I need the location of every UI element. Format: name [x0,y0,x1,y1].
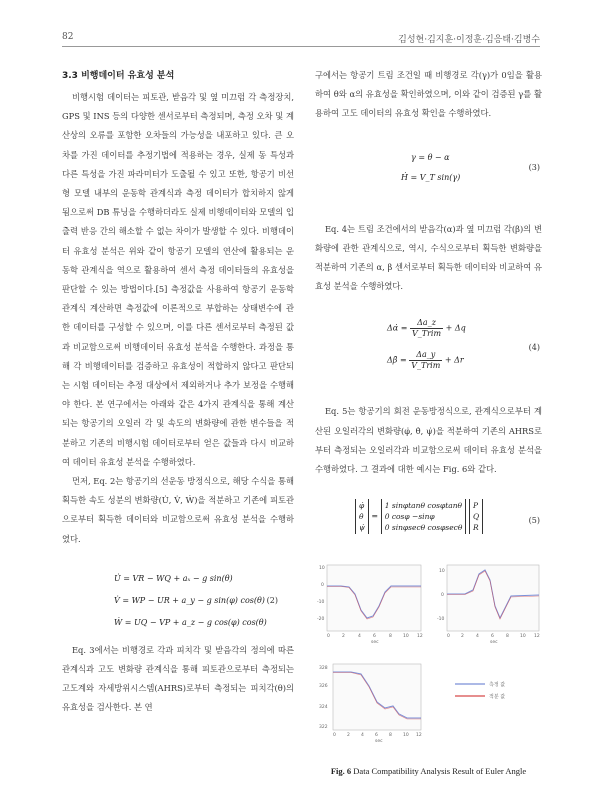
equation-5 [315,497,542,541]
psi-plot [319,664,422,744]
theta-xtick: 0 [447,634,450,639]
psi-xtick: 10 [403,733,409,738]
theta-xtick: 2 [461,634,464,639]
eq2-line1: U̇ = VR − WQ + aₓ − g sin(θ) [114,573,233,583]
eq2-number: (2) [266,595,278,605]
legend-integrated: 적분 값 [489,694,506,700]
figure-legend [455,681,505,700]
theta-xtick: 12 [534,634,540,639]
phi-xtick: 4 [358,634,361,639]
psi-ytick: 328 [319,666,328,671]
caption-text: Data Compatibility Analysis Result of Euler Angle [353,766,527,776]
section-title: 3.3 비행데이터 유효성 분석 [62,71,175,81]
phi-ytick: 10 [319,566,325,571]
left-column [62,66,294,718]
eq4-beta: Δβ̇ = $\frac{\Delta a\_y}{\text{V\_Trim}}$ + Δr [387,350,464,371]
phi-xtick: 0 [327,634,330,639]
eq4-number: (4) [528,343,540,353]
psi-ytick: 326 [319,684,328,689]
psi-xtick: 4 [361,733,364,738]
phi-xtick: 2 [342,634,345,639]
theta-ytick: -10 [437,617,445,622]
eq5-number: (5) [528,516,540,526]
eq3-line1: γ = θ − α [411,152,450,162]
theta-xtick: 10 [520,634,526,639]
page-number: 82 [62,32,74,42]
theta-xtick: 4 [476,634,479,639]
eq4-alpha: Δα̇ = $\frac{\Delta a\_z}{\text{V\_Trim}}$ + Δq [387,318,466,339]
header-authors: 김성현·김지훈·이정훈·김응태·김병수 [398,35,540,45]
eq5-matrix: φ̇ θ̇ ψ̇ = 1 sinφtanθ cosφtanθ 0 cosφ −sinφ 0 sinφsecθ cosφsecθ P Q R [355,499,483,534]
equation-2 [62,565,294,633]
right-column [315,66,542,541]
psi-xtick: 12 [416,733,422,738]
eq2-line2: V̇ = WP − UR + a_y − g sin(φ) cos(θ) [114,595,265,605]
eq3-number: (3) [528,162,540,172]
caption-label: Fig. 6 [330,766,352,776]
psi-xlabel: sec [375,739,383,744]
eq3-line2: Ḣ = V_T sin(γ) [401,172,461,182]
equation-4 [315,316,542,380]
theta-xtick: 6 [491,634,494,639]
theta-ytick: 10 [439,569,445,574]
paragraph: Eq. 5는 항공기의 회전 운동방정식으로, 관계식으로부터 계산된 오일러각의 변화량(φ̇, θ̇, ψ̇)을 적분하여 기존의 AHRS로부터 측정되는 오일러각과 비교함으로써 데이터 유효성 분석을 수행하였다. 그 결과에 대한 예시는 Fig. 6와 같다. [315,406,542,475]
psi-xtick: 6 [375,733,378,738]
equation-3 [315,146,542,194]
legend-measured: 측정 값 [489,682,506,688]
phi-xtick: 6 [373,634,376,639]
psi-xtick: 8 [389,733,392,738]
figure-caption [315,766,542,776]
running-header [62,30,540,47]
psi-ytick: 324 [319,705,328,710]
theta-plot [437,565,540,645]
phi-ytick: -10 [317,600,325,605]
paragraph: Eq. 4는 트림 조건에서의 받음각(α)과 옆 미끄럼 각(β)의 변화량에 관한 관계식으로, 역시, 수식으로부터 획득한 변화량을 적분하여 기존의 α, β 센서로부터 획득한 데이터와 비교하여 유효성 분석을 수행하였다. [315,223,542,292]
eq2-line3: Ẇ = UQ − VP + a_z − g cos(φ) cos(θ) [114,617,267,627]
theta-xlabel: sec [490,640,498,645]
psi-xtick: 2 [347,733,350,738]
paragraph: Eq. 3에서는 비행경로 각과 피치각 및 받음각의 정의에 따른 관계식과 고도 변화량 관계식을 통해 피토관으로부터 측정되는 고도계와 자세방위시스템(AHRS)로부터 측정되는 피치각(θ)의 유효성을 검사한다. 본 연 [62,644,294,713]
theta-ytick: 0 [441,593,444,598]
phi-xtick: 8 [389,634,392,639]
theta-xtick: 8 [506,634,509,639]
paragraph: 비행시험 데이터는 피토관, 받음각 및 옆 미끄럼 각 측정장치, GPS 및 INS 등의 다양한 센서로부터 측정되며, 측정 오차 및 계산상의 오류를 포함한 오차들의 가능성을 내포하고 있다. 큰 오차를 가진 데이터를 추정기법에 적용하는 경우, 실제 동 특성과 다른 특성을 가진 파라미터가 도출될 수 있고 또한, 항공기 비선형 모델 내부의 운동학 관계식과 측정 데이터가 합치하지 않게 됨으로써 DB 튜닝을 수행하더라도 실제 비행데이터와 모델의 입출력 반응 간의 해소할 수 없는 차이가 발생할 수 있다. 비행데이터 유효성 분석은 위와 같이 항공기 모델의 연산에 활용되는 운동학 관계식을 역으로 활용하여 센서 측정 데이터들의 유효성을 판단할 수 있는 방법이다.[5] 측정값을 사용하여 항공기 운동학 관계식 계산하면 측정값에 이론적으로 부합하는 상태변수에 관한 데이터를 구성할 수 있으며, 이를 다른 센서로부터 측정된 값과 비교함으로써 비행데이터 유효성 분석을 수행한다. 과정을 통해 각 비행데이터를 검증하고 유효성이 적합하지 않다고 판단되는 시험 데이터는 추정 대상에서 제외하거나 추가 보정을 수행해야 한다. 본 연구에서는 아래와 같은 4가지 관계식을 통해 계산되는 항공기의 오일러 각 및 속도의 변화량에 관한 변수들을 적분하고 기존의 비행시험 데이터로부터 얻은 값들과 다시 비교하여 데이터 유효성 분석을 수행하였다. [62,92,294,467]
phi-xtick: 12 [417,634,423,639]
figure-6 [315,560,542,770]
paragraph: 구에서는 항공기 트림 조건일 때 비행경로 각(γ)가 0임을 활용하여 θ와 α의 유효성을 확인하였으며, 이와 같이 검증된 γ를 활용하여 고도 데이터의 유효성 확인을 수행하였다. [315,70,542,119]
paragraph: 먼저, Eq. 2는 항공기의 선운동 방정식으로, 해당 수식을 통해 획득한 속도 성분의 변화량(U̇, V̇, Ẇ)을 적분하고 기존에 피토관으로부터 획득한 데이터와 비교함으로써 유효성 분석을 수행하였다. [62,476,294,544]
phi-xtick: 10 [403,634,409,639]
phi-ytick: 0 [321,583,324,588]
phi-plot [317,565,423,645]
psi-ytick: 322 [319,725,328,730]
phi-xlabel: sec [371,640,379,645]
phi-ytick: -20 [317,617,325,622]
psi-xtick: 0 [333,733,336,738]
